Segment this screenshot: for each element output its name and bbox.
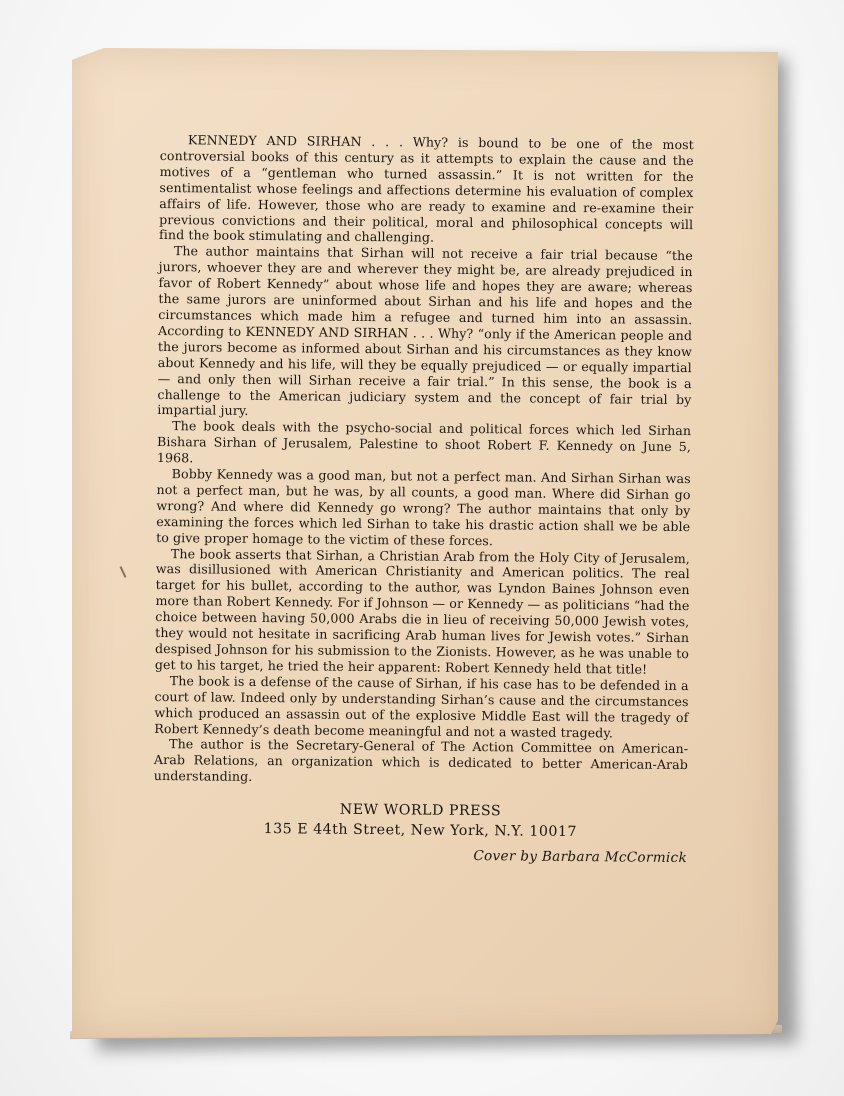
blurb-paragraph-3: The book deals with the psycho-social and political forces which led Sirhan Bishara Sirhan of Jerusalem, Palestine to shoot Robert F. Kennedy on June 5, 1968. (156, 418, 692, 466)
blurb-paragraph-7: The author is the Secretary-General of The Action Committee on American-Arab Relations, an organization which is dedicated to better American-Arab understanding. (153, 736, 689, 785)
publisher-block (153, 798, 687, 843)
cover-text-block (153, 132, 694, 867)
blurb-paragraph-5: The book asserts that Sirhan, a Christian Arab from the Holy City of Jerusalem, was disillusioned with American Christianity and American politics. The real target for his bullet, according to the author, was Lyndon Baines Johnson even more than Robert Kennedy. For if Johnson — or Kennedy — as politicians “had the choice between having 50,000 Arabs die in lieu of receiving 50,000 Jewish votes, they would not hesitate in sacrificing Arab human lives for Jewish votes.” Sirhan despised Johnson for his submission to the Zionists. However, as he was unable to get to his target, he tried the heir apparent: Robert Kennedy held that title! (154, 545, 691, 677)
cover-credit: Cover by Barbara McCormick (473, 848, 688, 867)
blurb-paragraph-2: The author maintains that Sirhan will not receive a fair trial because “the jurors, whoever they are and wherever they might be, are already prejudiced in favor of Robert Kennedy” about whose life and hopes they are aware; whereas the same jurors are uninformed about Sirhan and his life and hopes and the circumstances which made him a refugee and turned him into an assassin. According to KENNEDY AND SIRHAN . . . Why? “only if the American people and the jurors become as informed about Sirhan and his circumstances as they know about Kennedy and his life, will they be equally prejudiced — or equally impartial — and only then will Sirhan receive a fair trial.” In this sense, the book is a challenge to the American judiciary system and the concept of fair trial by impartial jury. (157, 243, 693, 419)
publisher-address: 135 E 44th Street, New York, N.Y. 10017 (263, 821, 578, 841)
blurb-paragraph-6: The book is a defense of the cause of Sirhan, if his case has to be defended in a court of law. Indeed only by understanding Sirhan’s cause and the circumstances which produced an assassin out of the explosive Middle East will the tragedy of Robert Kennedy’s death become meaningful and not a wasted tragedy. (154, 672, 689, 740)
blurb-paragraph-1: KENNEDY AND SIRHAN . . . Why? is bound to be one of the most controversial books of this century as it attempts to explain the cause and the motives of a “gentleman who turned assassin.” It is not written for the sentimentalist whose feelings and affections determine his evaluation of complex affairs of life. However, those who are ready to examine and re-examine their previous convictions and their political, moral and philosophical concepts will find the book stimulating and challenging. (158, 132, 694, 246)
blurb-paragraph-4: Bobby Kennedy was a good man, but not a perfect man. And Sirhan Sirhan was not a perfect man, but he was, by all counts, a good man. Where did Sirhan go wrong? And where did Kennedy go wrong? The author maintains that only by examining the forces which led Sirhan to take his drastic action shall we be able to give proper homage to the victim of these forces. (156, 466, 691, 548)
publisher-name: NEW WORLD PRESS (339, 801, 502, 820)
